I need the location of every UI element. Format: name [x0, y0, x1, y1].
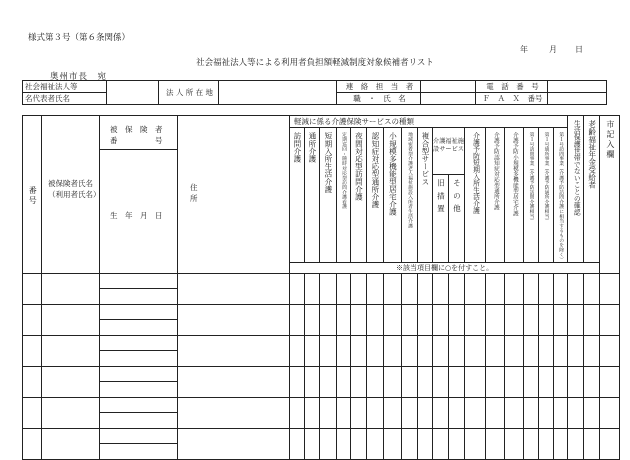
row-address-cell[interactable]: [178, 335, 290, 366]
position-name-label: 職 ・ 氏 名: [337, 93, 421, 105]
row-check-cell[interactable]: [305, 397, 320, 428]
row-check-cell[interactable]: [584, 304, 600, 335]
row-check-cell[interactable]: [465, 366, 486, 397]
fax-field[interactable]: [548, 93, 607, 105]
insured-name-sub: （利用者氏名）: [48, 190, 101, 199]
prevention-label-4-wrap: [539, 128, 553, 262]
service-label-2-wrap: [320, 128, 336, 262]
row-address-cell[interactable]: [178, 273, 290, 304]
row-check-cell[interactable]: [554, 273, 568, 304]
city-entry-header: [600, 116, 620, 274]
prevention-label-1-wrap: [486, 128, 504, 262]
row-check-cell[interactable]: [539, 428, 554, 459]
service-col-4: [351, 128, 367, 263]
row-name-cell[interactable]: [42, 335, 100, 366]
row-check-cell[interactable]: [320, 273, 337, 304]
table-row: [23, 428, 620, 444]
no-label-wrap: [23, 116, 41, 273]
row-check-cell[interactable]: [486, 397, 505, 428]
row-check-cell[interactable]: [539, 304, 554, 335]
row-check-cell[interactable]: [351, 304, 367, 335]
row-name-cell[interactable]: [42, 366, 100, 397]
prevention-label-1: 介護予防認知症対応型通所介護: [492, 132, 499, 211]
row-address-cell[interactable]: [178, 366, 290, 397]
row-check-cell[interactable]: [402, 304, 418, 335]
services-group-header: 軽減に係る介護保険サービスの種類: [290, 116, 568, 128]
prevention-label-5: 第１号訪問事業（介護予防訪問介護に相当するものを除く）: [558, 132, 564, 262]
row-check-cell[interactable]: [433, 273, 449, 304]
row-check-cell[interactable]: [539, 397, 554, 428]
row-check-cell[interactable]: [351, 273, 367, 304]
row-check-cell[interactable]: [367, 273, 384, 304]
row-check-cell[interactable]: [486, 366, 505, 397]
note: ※該当項目欄に○を付すこと。: [290, 262, 600, 273]
insured-divider: [100, 149, 177, 150]
row-insured-no-cell[interactable]: [100, 304, 178, 320]
row-check-cell[interactable]: [524, 366, 539, 397]
facility-col-1: [449, 175, 464, 262]
form-id: 様式第３号（第６条関係）: [28, 33, 131, 43]
table-row: [23, 304, 620, 320]
prevention-label-2-wrap: [505, 128, 523, 262]
row-check-cell[interactable]: [418, 428, 433, 459]
row-check-cell[interactable]: [539, 335, 554, 366]
prevention-label-3: 第１号訪問事業（介護予防訪問介護相当）: [528, 132, 534, 224]
row-check-cell[interactable]: [290, 273, 305, 304]
row-check-cell[interactable]: [384, 335, 402, 366]
corp-name-field[interactable]: [107, 81, 159, 105]
row-check-cell[interactable]: [465, 397, 486, 428]
row-check-cell[interactable]: [290, 428, 305, 459]
row-check-cell[interactable]: [337, 335, 351, 366]
row-check-cell[interactable]: [367, 304, 384, 335]
service-label-1: 通所介護: [307, 132, 317, 163]
welfare-label: 生活保護世帯でないことの確認: [572, 120, 581, 216]
row-check-cell[interactable]: [305, 428, 320, 459]
welfare-header: [568, 116, 584, 263]
row-check-cell[interactable]: [486, 304, 505, 335]
form-title: 社会福祉法人等による利用者負担額軽減制度対象候補者リスト: [196, 58, 434, 68]
row-check-cell[interactable]: [584, 273, 600, 304]
date-month: 月: [549, 45, 557, 54]
prevention-label-0-wrap: [465, 128, 485, 262]
row-check-cell[interactable]: [554, 428, 568, 459]
prevention-col-2: [505, 128, 524, 263]
row-check-cell[interactable]: [568, 428, 584, 459]
address-label: 住 所: [190, 183, 328, 203]
table-row: [23, 335, 620, 351]
row-check-cell[interactable]: [384, 428, 402, 459]
row-check-cell[interactable]: [539, 366, 554, 397]
row-check-cell[interactable]: [505, 428, 524, 459]
service-col-5: [367, 128, 384, 263]
prevention-label-3-wrap: [524, 128, 538, 262]
row-check-cell[interactable]: [584, 397, 600, 428]
row-check-cell[interactable]: [600, 304, 620, 335]
rep-name-label: 名代表者氏名: [23, 93, 107, 105]
row-check-cell[interactable]: [402, 366, 418, 397]
row-check-cell[interactable]: [505, 304, 524, 335]
date-year: 年: [520, 45, 528, 54]
row-check-cell[interactable]: [402, 428, 418, 459]
row-check-cell[interactable]: [418, 366, 433, 397]
service-label-8-wrap: [418, 128, 432, 262]
row-check-cell[interactable]: [539, 273, 554, 304]
row-check-cell[interactable]: [600, 273, 620, 304]
insured-name-label: 被保険者氏名: [48, 179, 93, 188]
row-check-cell[interactable]: [486, 335, 505, 366]
row-check-cell[interactable]: [418, 273, 433, 304]
row-name-cell[interactable]: [42, 304, 100, 335]
row-check-cell[interactable]: [600, 335, 620, 366]
row-check-cell[interactable]: [337, 273, 351, 304]
prevention-col-3: [524, 128, 539, 263]
table-row: [23, 366, 620, 382]
phone-label: 電 話 番 号: [476, 81, 548, 93]
row-insured-no-cell[interactable]: [100, 273, 178, 289]
row-check-cell[interactable]: [465, 335, 486, 366]
service-label-6: 小規模多機能型居宅介護: [388, 132, 398, 216]
service-label-8: 複合型サービス: [420, 132, 430, 186]
row-check-cell[interactable]: [384, 273, 402, 304]
service-label-0: 訪問介護: [292, 132, 302, 163]
row-birth-cell[interactable]: [100, 382, 178, 398]
row-check-cell[interactable]: [568, 397, 584, 428]
service-label-0-wrap: [290, 128, 304, 262]
row-check-cell[interactable]: [433, 335, 449, 366]
row-check-cell[interactable]: [337, 304, 351, 335]
row-birth-cell[interactable]: [100, 320, 178, 336]
row-check-cell[interactable]: [554, 304, 568, 335]
corp-address-label: 法 人 所 在 地: [159, 81, 219, 105]
position-name-field[interactable]: [421, 93, 476, 105]
prevention-col-4: [539, 128, 554, 263]
row-no-cell[interactable]: [23, 304, 42, 335]
table-row: [23, 397, 620, 413]
row-check-cell[interactable]: [351, 335, 367, 366]
phone-field[interactable]: [548, 81, 607, 93]
row-no-cell[interactable]: [23, 366, 42, 397]
row-check-cell[interactable]: [600, 397, 620, 428]
service-col-2: [320, 128, 337, 263]
row-check-cell[interactable]: [402, 273, 418, 304]
row-no-cell[interactable]: [23, 397, 42, 428]
row-insured-no-cell[interactable]: [100, 397, 178, 413]
row-check-cell[interactable]: [337, 397, 351, 428]
row-check-cell[interactable]: [320, 335, 337, 366]
row-check-cell[interactable]: [568, 273, 584, 304]
row-check-cell[interactable]: [600, 428, 620, 459]
row-check-cell[interactable]: [449, 335, 465, 366]
prevention-label-2: 介護予防小規模多機能型居宅介護: [511, 132, 518, 216]
prevention-label-0: 介護予防短期入所生活介護: [471, 132, 480, 214]
city-entry-label-wrap: [600, 116, 619, 273]
row-check-cell[interactable]: [402, 397, 418, 428]
row-check-cell[interactable]: [320, 366, 337, 397]
row-no-cell[interactable]: [23, 335, 42, 366]
row-check-cell[interactable]: [554, 335, 568, 366]
table-row: [23, 273, 620, 289]
row-check-cell[interactable]: [449, 366, 465, 397]
service-col-8: [418, 128, 433, 263]
addressee: 奥州市長 宛: [50, 72, 108, 82]
row-check-cell[interactable]: [524, 273, 539, 304]
service-label-7-wrap: [402, 128, 417, 262]
row-insured-no-cell[interactable]: [100, 366, 178, 382]
row-insured-no-cell[interactable]: [100, 428, 178, 444]
no-label: 番号: [28, 186, 38, 207]
info-table: [22, 80, 607, 105]
row-check-cell[interactable]: [305, 335, 320, 366]
service-label-7: 地域密着型介護老人福祉施設入所者生活介護: [407, 132, 413, 228]
service-label-4-wrap: [351, 128, 366, 262]
row-check-cell[interactable]: [465, 304, 486, 335]
pension-header: [584, 116, 600, 263]
city-entry-label: 市記入欄: [605, 120, 615, 160]
row-check-cell[interactable]: [568, 335, 584, 366]
row-check-cell[interactable]: [505, 397, 524, 428]
row-address-cell[interactable]: [178, 397, 290, 428]
service-col-1: [305, 128, 320, 263]
service-label-4: 夜間対応型訪問介護: [354, 132, 364, 201]
row-check-cell[interactable]: [367, 428, 384, 459]
row-check-cell[interactable]: [320, 428, 337, 459]
contact-field[interactable]: [421, 81, 476, 93]
row-check-cell[interactable]: [524, 304, 539, 335]
row-check-cell[interactable]: [367, 335, 384, 366]
row-check-cell[interactable]: [320, 304, 337, 335]
service-label-5: 認知症対応型通所介護: [370, 132, 380, 208]
row-address-cell[interactable]: [178, 428, 290, 459]
row-check-cell[interactable]: [486, 428, 505, 459]
row-check-cell[interactable]: [305, 366, 320, 397]
row-name-cell[interactable]: [42, 428, 100, 459]
row-check-cell[interactable]: [305, 273, 320, 304]
row-check-cell[interactable]: [433, 428, 449, 459]
row-check-cell[interactable]: [402, 335, 418, 366]
row-check-cell[interactable]: [524, 335, 539, 366]
row-check-cell[interactable]: [554, 397, 568, 428]
insured-no-label: 被 保 険 者 番 号: [110, 125, 163, 145]
pension-label: 老齢福祉年金受給者: [587, 120, 597, 189]
row-check-cell[interactable]: [433, 304, 449, 335]
row-check-cell[interactable]: [290, 366, 305, 397]
row-no-cell[interactable]: [23, 273, 42, 304]
service-label-1-wrap: [305, 128, 319, 262]
row-check-cell[interactable]: [568, 304, 584, 335]
row-check-cell[interactable]: [351, 366, 367, 397]
row-check-cell[interactable]: [384, 304, 402, 335]
row-check-cell[interactable]: [524, 428, 539, 459]
facility-col-label-0: 旧措置: [436, 179, 446, 217]
pension-label-wrap: [584, 116, 599, 262]
row-check-cell[interactable]: [290, 397, 305, 428]
service-label-2: 短期入所生活介護: [323, 132, 333, 193]
row-check-cell[interactable]: [465, 273, 486, 304]
row-address-cell[interactable]: [178, 304, 290, 335]
row-check-cell[interactable]: [433, 397, 449, 428]
row-check-cell[interactable]: [449, 273, 465, 304]
row-check-cell[interactable]: [433, 366, 449, 397]
row-birth-cell[interactable]: [100, 413, 178, 429]
corp-address-field[interactable]: [219, 81, 337, 105]
service-col-6: [384, 128, 402, 263]
birth-label: 生 年 月 日: [110, 211, 163, 220]
row-check-cell[interactable]: [449, 397, 465, 428]
row-check-cell[interactable]: [384, 397, 402, 428]
contact-label: 連 絡 担 当 者: [337, 81, 421, 93]
row-insured-no-cell[interactable]: [100, 335, 178, 351]
no-header: [23, 116, 42, 274]
prevention-col-5: [554, 128, 568, 263]
row-check-cell[interactable]: [337, 428, 351, 459]
row-check-cell[interactable]: [449, 304, 465, 335]
service-col-0: [290, 128, 305, 263]
row-check-cell[interactable]: [320, 397, 337, 428]
facility-cols: [433, 175, 464, 262]
row-check-cell[interactable]: [505, 335, 524, 366]
row-check-cell[interactable]: [568, 366, 584, 397]
service-label-6-wrap: [384, 128, 401, 262]
row-check-cell[interactable]: [418, 304, 433, 335]
service-label-5-wrap: [367, 128, 383, 262]
row-check-cell[interactable]: [505, 273, 524, 304]
row-check-cell[interactable]: [584, 335, 600, 366]
row-check-cell[interactable]: [465, 428, 486, 459]
row-check-cell[interactable]: [449, 428, 465, 459]
row-check-cell[interactable]: [367, 397, 384, 428]
prevention-col-1: [486, 128, 505, 263]
row-check-cell[interactable]: [290, 335, 305, 366]
insured-name-label-box: [48, 178, 99, 200]
row-check-cell[interactable]: [418, 397, 433, 428]
row-name-cell[interactable]: [42, 397, 100, 428]
insured-name-header: [42, 116, 100, 274]
service-col-3: [337, 128, 351, 263]
row-check-cell[interactable]: [486, 273, 505, 304]
row-check-cell[interactable]: [584, 428, 600, 459]
prevention-label-4: 第１号通所事業（介護予防通所介護相当）: [543, 132, 549, 224]
row-check-cell[interactable]: [351, 397, 367, 428]
candidate-table: [22, 115, 620, 460]
row-check-cell[interactable]: [505, 366, 524, 397]
row-check-cell[interactable]: [418, 335, 433, 366]
row-check-cell[interactable]: [305, 304, 320, 335]
facility-group-label: 介護福祉施設サービス: [433, 138, 464, 153]
facility-col-0: [433, 175, 449, 262]
fax-label: Ｆ Ａ Ｘ 番号: [476, 93, 548, 105]
facility-header: [433, 128, 465, 263]
welfare-label-wrap: [568, 116, 583, 262]
corp-name-label: 社会福祉法人等: [23, 81, 107, 93]
row-check-cell[interactable]: [600, 366, 620, 397]
row-check-cell[interactable]: [367, 366, 384, 397]
prevention-label-5-wrap: [554, 128, 567, 262]
insured-no-header: [100, 116, 178, 274]
row-check-cell[interactable]: [290, 304, 305, 335]
service-label-3: 定期巡回・随時対応型訪問介護看護: [341, 132, 347, 209]
row-check-cell[interactable]: [584, 366, 600, 397]
service-label-3-wrap: [337, 128, 350, 262]
prevention-col-0: [465, 128, 486, 263]
row-birth-cell[interactable]: [100, 289, 178, 305]
service-col-7: [402, 128, 418, 263]
row-check-cell[interactable]: [554, 366, 568, 397]
row-birth-cell[interactable]: [100, 444, 178, 460]
row-birth-cell[interactable]: [100, 351, 178, 367]
row-name-cell[interactable]: [42, 273, 100, 304]
row-check-cell[interactable]: [384, 366, 402, 397]
row-check-cell[interactable]: [337, 366, 351, 397]
row-no-cell[interactable]: [23, 428, 42, 459]
date-day: 日: [575, 45, 583, 54]
row-check-cell[interactable]: [351, 428, 367, 459]
facility-col-label-1: その他: [452, 179, 462, 217]
row-check-cell[interactable]: [524, 397, 539, 428]
